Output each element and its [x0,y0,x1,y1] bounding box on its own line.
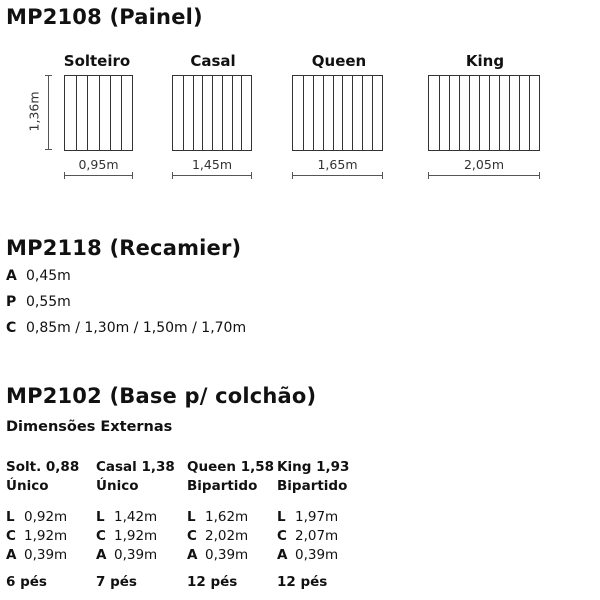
panel-slat-line [241,76,242,150]
base-dim-row: A 0,39m [96,547,158,563]
panel-slat-line [439,76,440,150]
base-column-title: Casal 1,38 [96,459,175,475]
height-ruler [48,75,49,150]
base-dim-row: L 1,97m [277,509,339,525]
base-dim-value: 0,39m [114,547,158,563]
panel-slat-line [372,76,373,150]
base-dim-value: 0,39m [295,547,339,563]
panel-slat-line [212,76,213,150]
base-dim-row: L 1,62m [187,509,249,525]
base-dim-value: 1,42m [114,509,158,525]
panel-slat-line [232,76,233,150]
panel-slat-line [87,76,88,150]
recamier-row [6,320,246,336]
base-dim-value: 1,62m [205,509,249,525]
recamier-key: C [6,320,17,336]
panel-slat-line [509,76,510,150]
base-column-type: Bipartido [277,478,348,494]
bed-label-casal: Casal [190,52,236,70]
panel-drawing-king [428,75,540,151]
panel-slat-line [323,76,324,150]
panel-slat-line [183,76,184,150]
panel-slat-line [313,76,314,150]
base-column-type: Bipartido [187,478,258,494]
panel-slat-line [99,76,100,150]
base-column-title: Queen 1,58 [187,459,275,475]
base-dim-row: A 0,39m [6,547,68,563]
height-label: 1,36m [26,91,42,132]
panel-slat-line [76,76,77,150]
base-feet: 12 pés [277,574,328,590]
width-label-queen: 1,65m [317,157,358,172]
base-dim-value: 2,02m [205,528,249,544]
base-dim-value: 0,39m [24,547,68,563]
width-ruler-casal [172,175,252,176]
recamier-title: MP2118 (Recamier) [6,236,242,260]
base-feet: 7 pés [96,574,137,590]
base-dim-value: 0,92m [24,509,68,525]
base-dim-value: 1,97m [295,509,339,525]
bed-label-queen: Queen [311,52,367,70]
panel-slat-line [352,76,353,150]
base-column-king [277,458,369,590]
base-dim-row: C 1,92m [6,528,68,544]
base-column-solteiro [6,458,98,590]
recamier-value: 0,45m [26,268,71,284]
recamier-row [6,268,71,284]
recamier-value: 0,55m [26,294,71,310]
panel-slat-line [499,76,500,150]
base-column-casal [96,458,188,590]
base-column-title: King 1,93 [277,459,350,475]
width-label-casal: 1,45m [191,157,232,172]
base-dim-value: 2,07m [295,528,339,544]
bed-label-solteiro: Solteiro [63,52,131,70]
base-column-type: Único [96,478,139,494]
recamier-key: P [6,294,17,310]
panel-slat-line [121,76,122,150]
recamier-value: 0,85m / 1,30m / 1,50m / 1,70m [26,320,247,336]
base-dim-row: C 2,07m [277,528,339,544]
panel-slat-line [202,76,203,150]
panel-slat-line [479,76,480,150]
panel-slat-line [193,76,194,150]
width-ruler-king [428,175,540,176]
base-title: MP2102 (Base p/ colchão) [6,384,317,408]
panel-drawing-solteiro [64,75,133,151]
recamier-key: A [6,268,17,284]
panel-slat-line [333,76,334,150]
panel-slat-line [489,76,490,150]
panel-slat-line [342,76,343,150]
base-column-queen [187,458,279,590]
panel-slat-line [449,76,450,150]
panel-slat-line [459,76,460,150]
base-dim-row: L 0,92m [6,509,68,525]
base-dim-row: L 1,42m [96,509,158,525]
base-dim-value: 1,92m [114,528,158,544]
base-feet: 6 pés [6,574,47,590]
panel-slat-line [222,76,223,150]
base-column-title: Solt. 0,88 [6,459,80,475]
recamier-row [6,294,71,310]
base-dim-row: C 1,92m [96,528,158,544]
panel-slat-line [303,76,304,150]
painel-title: MP2108 (Painel) [6,5,203,29]
panel-slat-line [529,76,530,150]
bed-label-king: King [465,52,505,70]
base-feet: 12 pés [187,574,238,590]
base-column-type: Único [6,478,49,494]
base-dim-value: 0,39m [205,547,249,563]
base-dim-value: 1,92m [24,528,68,544]
panel-slat-line [110,76,111,150]
panel-slat-line [469,76,470,150]
width-ruler-solteiro [64,175,133,176]
width-label-solteiro: 0,95m [78,157,119,172]
base-dim-row: A 0,39m [277,547,339,563]
base-dim-row: C 2,02m [187,528,249,544]
base-dim-row: A 0,39m [187,547,249,563]
base-subtitle: Dimensões Externas [6,419,173,435]
panel-drawing-casal [172,75,252,151]
width-label-king: 2,05m [463,157,504,172]
width-ruler-queen [292,175,383,176]
panel-slat-line [519,76,520,150]
panel-slat-line [362,76,363,150]
panel-drawing-queen [292,75,383,151]
